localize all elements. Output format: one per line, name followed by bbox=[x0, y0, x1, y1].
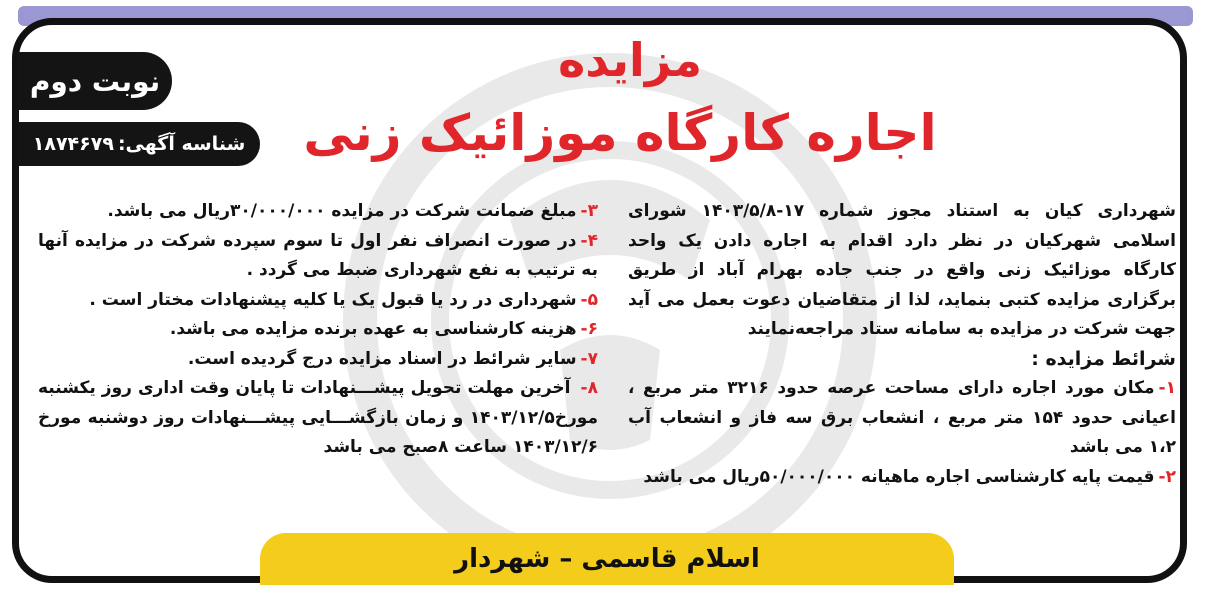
condition-text: در صورت انصراف نفر اول تا سوم سپرده شرکت در مزایده آنها به ترتیب به نفع شهرداری ضبط می گردد . bbox=[38, 230, 598, 280]
condition-item bbox=[38, 227, 598, 286]
condition-item bbox=[38, 286, 598, 316]
condition-number: ۶- bbox=[580, 319, 598, 339]
condition-text: آخرین مهلت تحویل پیشـــنهادات تا پایان وقت اداری روز یکشنبه مورخ۱۴۰۳/۱۲/۵ و زمان بازگشـــایی پیشـــنهادات روز دوشنبه مورخ ۱۴۰۳/۱۲/۶ ساعت ۸صبح می باشد bbox=[38, 378, 598, 457]
condition-item bbox=[628, 463, 1176, 493]
condition-item bbox=[38, 345, 598, 375]
condition-number: ۴- bbox=[580, 230, 598, 251]
condition-text: مبلغ ضمانت شرکت در مزایده ۳۰/۰۰۰/۰۰۰ریال می باشد. bbox=[107, 201, 577, 221]
condition-item bbox=[38, 315, 598, 345]
ad-id-badge bbox=[18, 122, 260, 166]
intro-paragraph: شهرداری کیان به استناد مجوز شماره ۱۷-۱۴۰۳/۵/۸ شورای اسلامی شهرکیان در نظر دارد اقدام به اجاره دادن یک واحد کارگاه موزائیک زنی واقع در جنب جاده بهرام آباد از طریق برگزاری مزایده کتبی بنماید، لذا از متقاضیان دعوت بعمل می آید جهت شرکت در مزایده به سامانه ستاد مراجعه‌نمایند bbox=[628, 201, 1176, 339]
condition-text: مکان مورد اجاره دارای مساحت عرصه حدود ۳۲۱۶ متر مربع ، اعیانی حدود ۱۵۴ متر مربع ، انشعاب برق سه فاز و انشعاب آب ۱،۲ می باشد bbox=[628, 378, 1177, 457]
signature: اسلام قاسمی – شهردار bbox=[454, 544, 760, 574]
left-column bbox=[38, 197, 598, 463]
ad-id-label: شناسه آگهی: bbox=[117, 133, 246, 155]
condition-text: قیمت پایه کارشناسی اجاره ماهیانه ۵۰/۰۰۰/۰۰۰ریال می باشد bbox=[643, 466, 1155, 487]
conditions-header: شرائط مزایده : bbox=[1031, 347, 1176, 370]
condition-number: ۸- bbox=[580, 378, 598, 398]
round-badge: نوبت دوم bbox=[18, 52, 172, 110]
condition-item bbox=[38, 374, 598, 463]
ad-id-value: ۱۸۷۴۶۷۹ bbox=[32, 133, 114, 155]
page-subtitle: اجاره کارگاه موزائیک زنی bbox=[303, 104, 937, 162]
page-title: مزایده bbox=[558, 33, 702, 87]
condition-text: شهرداری در رد یا قبول یک یا کلیه پیشنهادات مختار است . bbox=[89, 289, 577, 310]
condition-number: ۳- bbox=[580, 201, 598, 221]
condition-item bbox=[628, 374, 1176, 463]
condition-text: هزینه کارشناسی به عهده برنده مزایده می باشد. bbox=[169, 319, 577, 339]
condition-number: ۷- bbox=[580, 348, 598, 369]
condition-item bbox=[38, 197, 598, 227]
condition-number: ۱- bbox=[1158, 378, 1176, 398]
right-column bbox=[628, 197, 1176, 492]
condition-number: ۵- bbox=[580, 289, 598, 310]
condition-number: ۲- bbox=[1158, 466, 1176, 487]
condition-text: سایر شرائط در اسناد مزایده درج گردیده است. bbox=[187, 348, 577, 369]
